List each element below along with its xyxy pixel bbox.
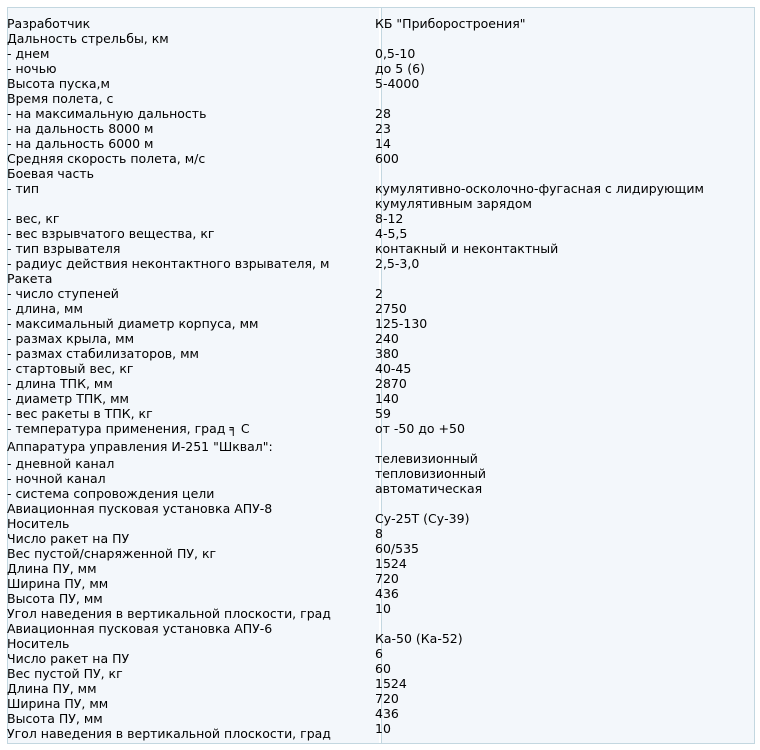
spec-value: 8-12 (375, 211, 404, 226)
spec-label: Разработчик (7, 16, 91, 31)
spec-label: Вес пустой ПУ, кг (7, 666, 123, 681)
spec-label: Носитель (7, 636, 70, 651)
spec-value: 28 (375, 106, 391, 121)
spec-value: 2750 (375, 301, 407, 316)
spec-value: 14 (375, 136, 391, 151)
spec-label: - радиус действия неконтактного взрывателя, м (7, 256, 330, 271)
spec-label: Высота ПУ, мм (7, 591, 103, 606)
spec-value: 140 (375, 391, 399, 406)
spec-label: Авиационная пусковая установка АПУ-6 (7, 621, 273, 636)
spec-label: - тип взрывателя (7, 241, 121, 256)
spec-value: тепловизионный (375, 466, 487, 481)
spec-value: КБ "Приборостроения" (375, 16, 526, 31)
spec-value: 2,5-3,0 (375, 256, 420, 271)
spec-value: 40-45 (375, 361, 412, 376)
spec-label: - на максимальную дальность (7, 106, 207, 121)
spec-value: 125-130 (375, 316, 428, 331)
spec-value: телевизионный (375, 451, 478, 466)
spec-value: 2870 (375, 376, 407, 391)
spec-label: - длина ТПК, мм (7, 376, 113, 391)
spec-value: от -50 до +50 (375, 421, 465, 436)
spec-label: Аппаратура управления И-251 "Шквал": (7, 439, 273, 454)
spec-label: - система сопровождения цели (7, 486, 215, 501)
spec-label: Длина ПУ, мм (7, 561, 97, 576)
spec-value: 23 (375, 121, 391, 136)
spec-label: Ракета (7, 271, 53, 286)
spec-label: - на дальность 6000 м (7, 136, 154, 151)
spec-label: - число ступеней (7, 286, 119, 301)
spec-label: Авиационная пусковая установка АПУ-8 (7, 501, 273, 516)
spec-label: - дневной канал (7, 456, 115, 471)
spec-label: - на дальность 8000 м (7, 121, 154, 136)
spec-label: - вес взрывчатого вещества, кг (7, 226, 215, 241)
spec-label: - ночной канал (7, 471, 106, 486)
spec-label: Число ракет на ПУ (7, 531, 130, 546)
spec-label: Высота ПУ, мм (7, 711, 103, 726)
spec-label: Число ракет на ПУ (7, 651, 130, 666)
spec-value: 240 (375, 331, 399, 346)
spec-label: - днем (7, 46, 50, 61)
spec-value: 4-5,5 (375, 226, 408, 241)
spec-label: Высота пуска,м (7, 76, 110, 91)
spec-value: контакный и неконтактный (375, 241, 559, 256)
spec-value: 380 (375, 346, 399, 361)
spec-value: 1524 (375, 676, 407, 691)
spec-label: Боевая часть (7, 166, 94, 181)
spec-label: - вес, кг (7, 211, 60, 226)
spec-value: автоматическая (375, 481, 483, 496)
spec-label: Дальность стрельбы, км (7, 31, 169, 46)
spec-label: Время полета, с (7, 91, 114, 106)
spec-label: Угол наведения в вертикальной плоскости, град (7, 726, 331, 741)
spec-label: Ширина ПУ, мм (7, 696, 109, 711)
spec-label: Вес пустой/снаряженной ПУ, кг (7, 546, 217, 561)
spec-value: 436 (375, 586, 399, 601)
spec-label: Средняя скорость полета, м/с (7, 151, 206, 166)
spec-value: 10 (375, 601, 391, 616)
spec-value: 720 (375, 691, 399, 706)
spec-value: 1524 (375, 556, 407, 571)
spec-label: Длина ПУ, мм (7, 681, 97, 696)
spec-value: 720 (375, 571, 399, 586)
spec-value: 59 (375, 406, 391, 421)
spec-value: 436 (375, 706, 399, 721)
spec-label: - максимальный диаметр корпуса, мм (7, 316, 259, 331)
spec-value: 5-4000 (375, 76, 420, 91)
spec-label: Угол наведения в вертикальной плоскости, град (7, 606, 331, 621)
spec-label: - тип (7, 181, 40, 196)
spec-value: Ка-50 (Ка-52) (375, 631, 463, 646)
spec-label: - температура применения, град ╕ С (7, 421, 250, 436)
spec-label: - длина, мм (7, 301, 83, 316)
spec-label: - вес ракеты в ТПК, кг (7, 406, 153, 421)
spec-label: - размах крыла, мм (7, 331, 134, 346)
spec-label: Ширина ПУ, мм (7, 576, 109, 591)
spec-value: 8 (375, 526, 383, 541)
spec-value: 6 (375, 646, 383, 661)
spec-label: - диаметр ТПК, мм (7, 391, 129, 406)
spec-label: - размах стабилизаторов, мм (7, 346, 199, 361)
spec-value: кумулятивно-осколочно-фугасная с лидирующим кумулятивным зарядом (375, 181, 704, 211)
spec-value: 600 (375, 151, 399, 166)
spec-value: Су-25Т (Су-39) (375, 511, 470, 526)
spec-label: Носитель (7, 516, 70, 531)
spec-value: 60/535 (375, 541, 419, 556)
spec-value: 10 (375, 721, 391, 736)
spec-value: до 5 (6) (375, 61, 425, 76)
spec-value: 60 (375, 661, 391, 676)
spec-label: - ночью (7, 61, 57, 76)
spec-value: 2 (375, 286, 383, 301)
spec-label: - стартовый вес, кг (7, 361, 134, 376)
spec-value: 0,5-10 (375, 46, 416, 61)
